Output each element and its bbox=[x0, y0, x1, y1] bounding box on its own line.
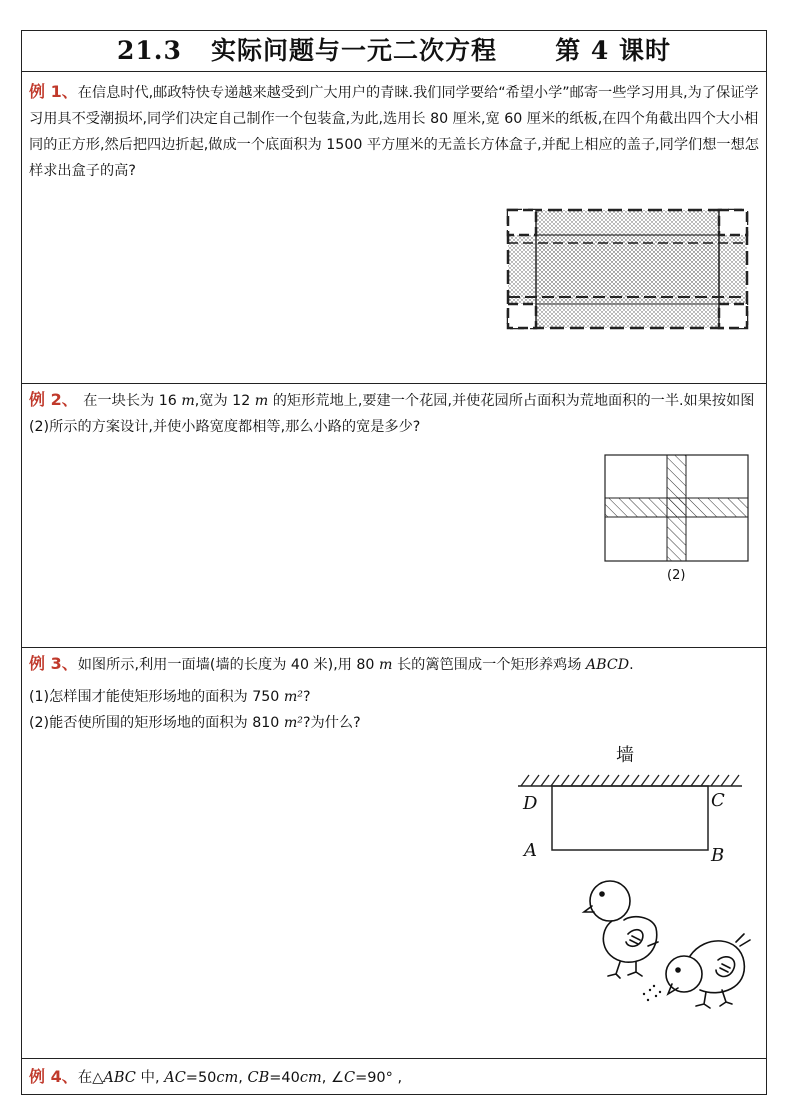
example-3-question-1 bbox=[29, 687, 311, 707]
ex4-angle-c: C bbox=[343, 1070, 356, 1086]
divider-2 bbox=[21, 647, 767, 648]
example-2-text-c: 的矩形荒地上,要建一个花园,并使花园所占面积为荒地面积的一半.如果按如图(2)所示的方案设计,并使小路宽度都相等,那么小路的宽是多少? bbox=[29, 393, 755, 435]
example-3-text-b: 长的篱笆围成一个矩形养鸡场 bbox=[392, 657, 586, 673]
example-2-label: 例 2 bbox=[29, 390, 62, 409]
divider-3 bbox=[21, 1058, 767, 1059]
ex4-cm1: cm bbox=[216, 1070, 239, 1086]
divider-1 bbox=[21, 383, 767, 384]
ex4-a: 在△ bbox=[77, 1070, 104, 1086]
example-3-question-2 bbox=[29, 713, 361, 733]
figure-2-caption: (2) bbox=[667, 568, 686, 583]
vertex-a: A bbox=[524, 840, 537, 861]
q1-text: (1)怎样围才能使矩形场地的面积为 750 bbox=[29, 689, 284, 705]
ex4-ac: AC bbox=[164, 1070, 186, 1086]
example-2-sep: 、 bbox=[61, 390, 84, 409]
ex4-f: , ∠ bbox=[321, 1070, 344, 1086]
q2-unit: m² bbox=[283, 715, 303, 731]
ex4-e: =40 bbox=[269, 1070, 300, 1086]
title-divider bbox=[21, 71, 767, 72]
example-2-text-a: 在一块长为 16 bbox=[83, 393, 182, 409]
chickens-illustration bbox=[580, 876, 760, 1026]
example-3-sep: 、 bbox=[61, 654, 78, 673]
vertex-b: B bbox=[711, 845, 725, 866]
ex4-c: =50 bbox=[185, 1070, 217, 1086]
q1-unit: m² bbox=[283, 689, 303, 705]
ex4-cm2: cm bbox=[299, 1070, 322, 1086]
example-2 bbox=[29, 387, 761, 440]
example-1 bbox=[29, 79, 761, 184]
example-3 bbox=[29, 651, 761, 678]
example-4-label: 例 4 bbox=[29, 1067, 62, 1086]
ex4-g: =90° , bbox=[355, 1070, 403, 1086]
q2-text: (2)能否使所围的矩形场地的面积为 810 bbox=[29, 715, 284, 731]
garden-path-figure bbox=[604, 454, 750, 564]
example-3-text-a: 如图所示,利用一面墙(墙的长度为 40 米),用 80 bbox=[77, 657, 379, 673]
box-net-figure bbox=[505, 207, 750, 331]
ex4-tri: ABC bbox=[103, 1070, 136, 1086]
example-3-unit: m bbox=[378, 657, 393, 673]
page-title: 21.3 实际问题与一元二次方程 第 4 课时 bbox=[116, 36, 672, 65]
vertex-d: D bbox=[523, 793, 538, 814]
example-1-label: 例 1 bbox=[29, 82, 62, 101]
example-4-sep: 、 bbox=[61, 1067, 78, 1086]
q2-end: ?为什么? bbox=[302, 715, 361, 731]
vertex-c: C bbox=[711, 790, 725, 811]
example-3-label: 例 3 bbox=[29, 654, 62, 673]
ex4-d: , bbox=[238, 1070, 248, 1086]
example-2-unit-2: m bbox=[254, 393, 269, 409]
example-1-sep: 、 bbox=[61, 82, 78, 101]
example-2-unit-1: m bbox=[181, 393, 195, 409]
example-4 bbox=[29, 1067, 402, 1088]
ex4-cb: CB bbox=[247, 1070, 270, 1086]
example-1-text: 在信息时代,邮政特快专递越来越受到广大用户的青睐.我们同学要给“希望小学”邮寄一些学习用具,为了保证学习用具不受潮损坏,同学们决定自己制作一个包装盒,为此,选用长 80 厘米,宽 60 厘米的纸板,在四个角截出四个大小相同的正方形,然后把四边折起,做成一个底面积为 1500 平方厘米的无盖长方体盒子,并配上相应的盖子,同学们想一想怎样求出盒子的高? bbox=[29, 85, 759, 179]
ex4-b: 中, bbox=[135, 1070, 165, 1086]
example-3-text-c: . bbox=[629, 657, 634, 673]
wall-label: 墙 bbox=[616, 745, 634, 766]
example-3-rect-name: ABCD bbox=[585, 657, 630, 673]
example-2-text-b: ,宽为 12 bbox=[194, 393, 255, 409]
q1-end: ? bbox=[302, 689, 311, 705]
